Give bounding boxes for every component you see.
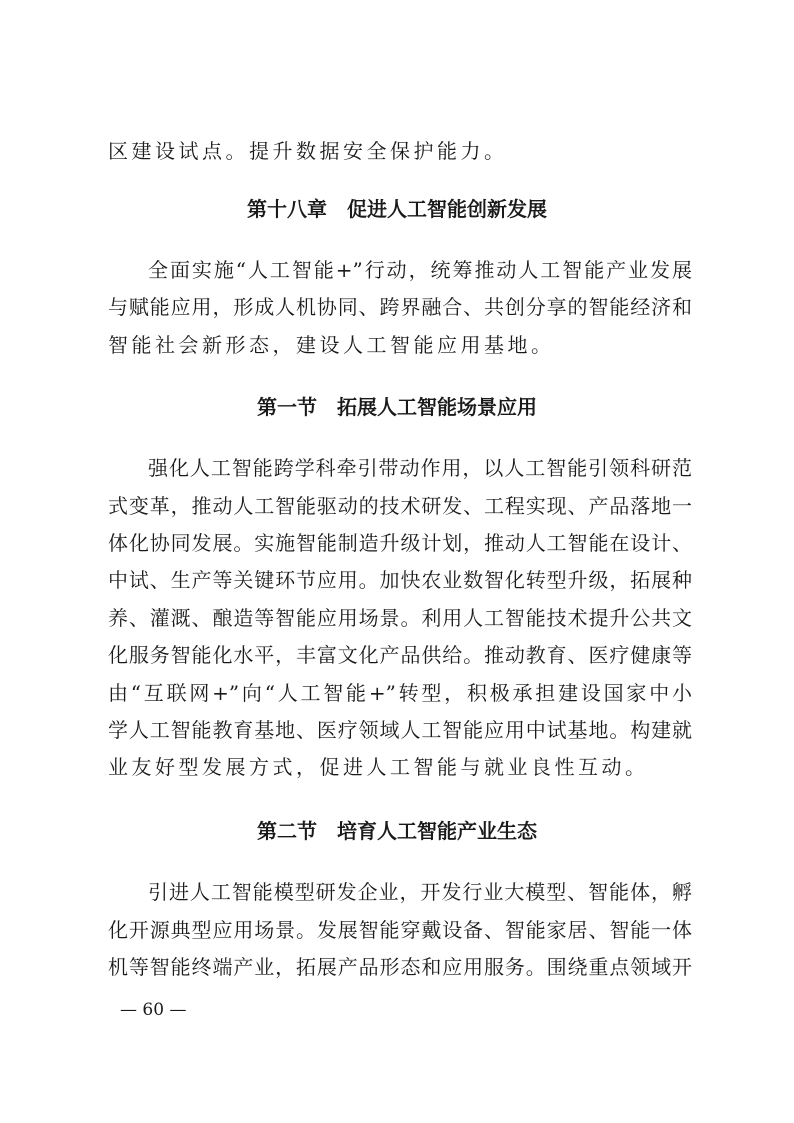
intro-line: 区建设试点。提升数据安全保护能力。 [108,139,508,163]
paragraph-line: 由“互联网+”向“人工智能+”转型，积极承担建设国家中小 [108,681,692,705]
paragraph-line: 全面实施“人工智能+”行动，统筹推动人工智能产业发展 [148,258,692,282]
paragraph-line: 引进人工智能模型研发企业，开发行业大模型、智能体，孵 [148,880,692,904]
paragraph-line: 体化协同发展。实施智能制造升级计划，推动人工智能在设计、 [108,531,692,555]
paragraph-line: 养、灌溉、酿造等智能应用场景。利用人工智能技术提升公共文 [108,606,692,630]
section-2-title: 第二节 培育人工智能产业生态 [257,819,537,843]
paragraph-line: 化开源典型应用场景。发展智能穿戴设备、智能家居、智能一体 [108,918,692,942]
paragraph-line: 式变革，推动人工智能驱动的技术研发、工程实现、产品落地一 [108,494,692,518]
paragraph-line: 业友好型发展方式，促进人工智能与就业良性互动。 [108,755,649,779]
paragraph-line: 学人工智能教育基地、医疗领域人工智能应用中试基地。构建就 [108,718,692,742]
chapter-title: 第十八章 促进人工智能创新发展 [247,197,547,221]
paragraph-line: 化服务智能化水平，丰富文化产品供给。推动教育、医疗健康等 [108,643,692,667]
section-1-title: 第一节 拓展人工智能场景应用 [257,395,537,419]
page-number: — 60 — [120,1000,187,1020]
paragraph-line: 与赋能应用，形成人机协同、跨界融合、共创分享的智能经济和 [108,295,692,319]
paragraph-line: 中试、生产等关键环节应用。加快农业数智化转型升级，拓展种 [108,568,692,592]
paragraph-line: 智能社会新形态，建设人工智能应用基地。 [108,333,555,357]
paragraph-line: 强化人工智能跨学科牵引带动作用，以人工智能引领科研范 [148,456,692,480]
paragraph-line: 机等智能终端产业，拓展产品形态和应用服务。围绕重点领域开 [108,955,692,979]
